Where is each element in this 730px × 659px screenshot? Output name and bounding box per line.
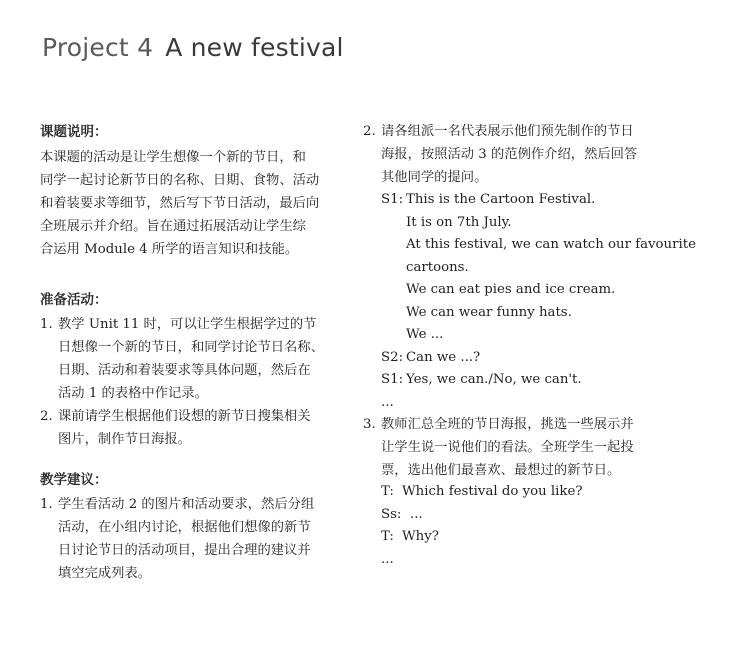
list-number: 3. <box>363 417 376 432</box>
section-heading-suggestions: 教学建议： <box>40 472 108 488</box>
prep-line: 课前请学生根据他们设想的新节日搜集相关 <box>58 409 311 424</box>
utterance: ... <box>381 551 394 567</box>
speaker: S2: <box>381 349 404 365</box>
prep-line: 日期、活动和着装要求等具体问题，然后在 <box>58 363 311 378</box>
intro-line: 同学一起讨论新节日的名称、日期、食物、活动 <box>40 173 320 188</box>
prep-line: 图片，制作节日海报。 <box>58 432 191 447</box>
utterance: We ... <box>406 327 444 342</box>
dialogue-line <box>381 234 696 257</box>
utterance: Why? <box>402 529 439 544</box>
teach-line: 填空完成列表。 <box>58 566 152 581</box>
utterance: This is the Cartoon Festival. <box>406 192 596 207</box>
prep-line: 教学 Unit 11 时，可以让学生根据学过的节 <box>58 317 317 332</box>
list-number: 2. <box>363 124 376 139</box>
prep-line: 日想像一个新的节日，和同学讨论节日名称、 <box>58 340 324 355</box>
teach-line: 活动，在小组内讨论，根据他们想像的新节 <box>58 520 311 535</box>
speaker: T: <box>381 484 394 499</box>
prep-item-1 <box>40 313 360 405</box>
speaker: Ss: <box>381 506 402 522</box>
dialogue-line <box>381 302 693 325</box>
utterance: cartoons. <box>406 259 469 275</box>
dialogue-line <box>381 212 693 235</box>
utterance: We can eat pies and ice cream. <box>406 282 616 297</box>
intro-paragraph <box>40 146 319 261</box>
teach-line: 让学生说一说他们的看法。全班学生一起投 <box>381 440 634 455</box>
project-name: A new festival <box>165 33 344 62</box>
dialogue-example-1 <box>381 189 696 414</box>
teach-item-2 <box>363 120 693 189</box>
list-number: 1. <box>40 497 53 512</box>
utterance: Can we ...? <box>406 349 481 365</box>
dialogue-line <box>381 279 693 302</box>
dialogue-line <box>381 347 693 370</box>
dialogue-line <box>381 504 693 527</box>
intro-line: 全班展示并介绍。旨在通过拓展活动让学生综 <box>40 219 306 234</box>
teach-line: 海报，按照活动 3 的范例作介绍，然后回答 <box>381 147 638 162</box>
teach-line: 票，选出他们最喜欢、最想过的新节日。 <box>381 463 621 478</box>
dialogue-line <box>381 324 693 347</box>
section-heading-description: 课题说明： <box>40 124 108 140</box>
utterance: Yes, we can./No, we can't. <box>406 372 582 387</box>
intro-line: 和着装要求等细节，然后写下节日活动，最后向 <box>40 196 320 211</box>
teach-line: 请各组派一名代表展示他们预先制作的节日 <box>381 124 634 139</box>
dialogue-line <box>381 257 693 280</box>
teach-line: 教师汇总全班的节日海报，挑选一些展示并 <box>381 417 634 432</box>
dialogue-line <box>381 526 693 549</box>
utterance: At this festival, we can watch our favourite <box>406 237 696 252</box>
utterance: We can wear funny hats. <box>406 304 572 320</box>
dialogue-line <box>381 549 693 572</box>
speaker: S1: <box>381 192 404 207</box>
utterance: Which festival do you like? <box>402 484 583 499</box>
list-number: 1. <box>40 317 53 332</box>
teach-line: 日讨论节日的活动项目，提出合理的建议并 <box>58 543 311 558</box>
utterance: It is on 7th July. <box>406 214 512 230</box>
utterance: ... <box>410 506 423 522</box>
intro-line: 合运用 Module 4 所学的语言知识和技能。 <box>40 242 299 257</box>
teach-line: 其他同学的提问。 <box>381 170 488 185</box>
section-heading-preparation: 准备活动： <box>40 292 108 308</box>
teach-line: 学生看活动 2 的图片和活动要求，然后分组 <box>58 497 315 512</box>
teach-item-1 <box>40 493 360 585</box>
dialogue-line <box>381 369 693 392</box>
speaker: S1: <box>381 372 404 387</box>
dialogue-line <box>381 481 693 504</box>
list-number: 2. <box>40 409 53 424</box>
teach-item-3 <box>363 413 693 482</box>
dialogue-line <box>381 189 693 212</box>
prep-line: 活动 1 的表格中作记录。 <box>58 386 208 401</box>
utterance: ... <box>381 394 394 410</box>
speaker: T: <box>381 529 394 544</box>
project-number: Project 4 <box>42 33 154 62</box>
page-title <box>42 33 344 62</box>
dialogue-line <box>381 392 693 415</box>
intro-line: 本课题的活动是让学生想像一个新的节日，和 <box>40 150 306 165</box>
prep-item-2 <box>40 405 360 451</box>
dialogue-example-2 <box>381 481 693 571</box>
